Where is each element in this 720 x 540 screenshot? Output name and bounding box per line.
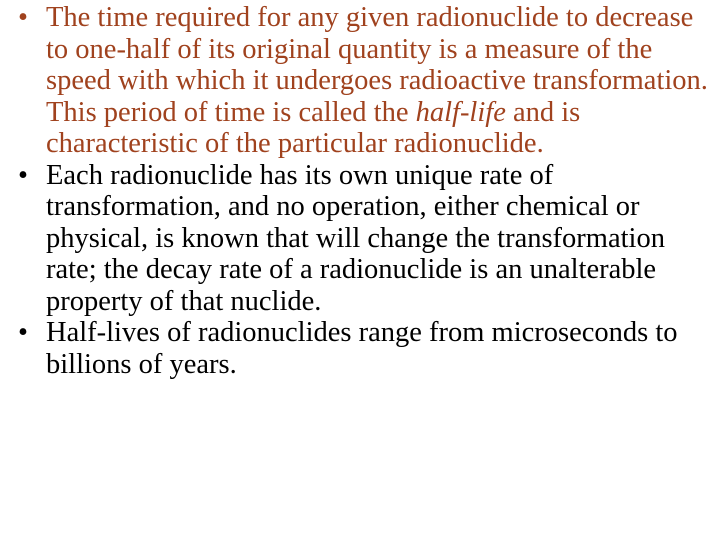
bullet-text (46, 2, 708, 160)
bullet-text-before-emphasis: The time required for any given radionuclide to decrease to one-half of its original quantity is a measure of the speed with which it undergoes radioactive transformation. This period of time is called the (46, 2, 708, 128)
bullet-text-after-emphasis: and is characteristic of the particular radionuclide. (46, 96, 581, 159)
bullet-marker: • (18, 317, 28, 348)
bullet-list (18, 2, 708, 380)
bullet-marker: • (18, 159, 28, 191)
half-life-emphasis: half-life (415, 96, 506, 128)
bullet-marker: • (18, 2, 28, 33)
bullet-item-half-life-range (18, 317, 708, 380)
bullet-item-half-life-definition (18, 2, 708, 160)
bullet-item-unique-rate (18, 160, 708, 318)
bullet-text: Half-lives of radionuclides range from microseconds to billions of years. (46, 317, 678, 380)
bullet-text: Each radionuclide has its own unique rate of transformation, and no operation, either chemical or physical, is known that will change the transformation rate; the decay rate of a radionuclide is an unalterable property of that nuclide. (46, 159, 665, 317)
